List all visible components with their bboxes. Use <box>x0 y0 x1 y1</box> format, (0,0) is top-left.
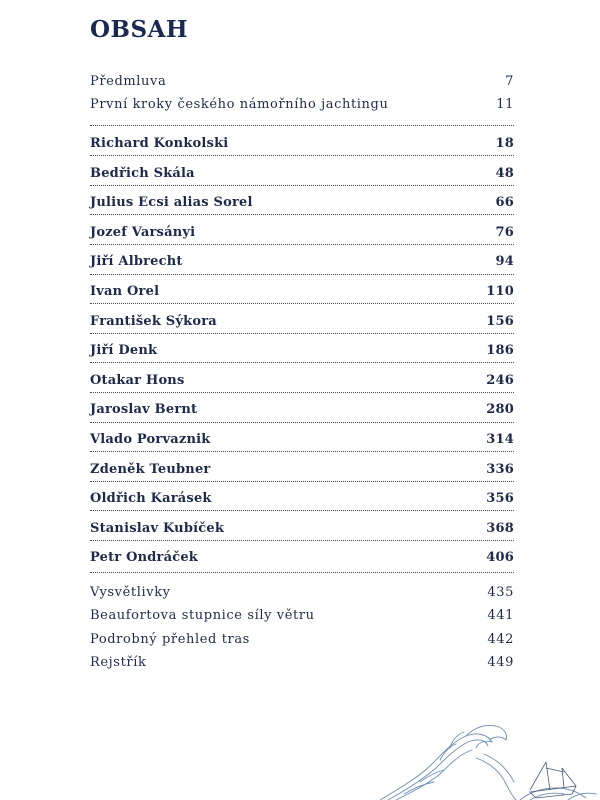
toc-entry-title: Otakar Hons <box>90 372 185 388</box>
dotted-divider <box>90 392 514 393</box>
dotted-divider <box>90 422 514 423</box>
toc-entry[interactable] <box>90 193 514 223</box>
toc-entry[interactable] <box>90 489 514 519</box>
toc-entry[interactable] <box>90 341 514 371</box>
dotted-divider <box>90 451 514 452</box>
toc-entry[interactable] <box>90 585 514 608</box>
toc-entry[interactable] <box>90 371 514 401</box>
dotted-divider <box>90 125 514 126</box>
toc-entry[interactable] <box>90 97 514 120</box>
toc-entry-page: 156 <box>486 313 514 329</box>
ship-icon <box>530 762 576 798</box>
toc-entry-title: Beaufortova stupnice síly větru <box>90 608 315 624</box>
toc-entry[interactable] <box>90 430 514 460</box>
toc-entry-page: 110 <box>486 283 514 299</box>
dotted-divider <box>90 274 514 275</box>
toc-entry-title: Ivan Orel <box>90 283 160 299</box>
dotted-divider <box>90 572 514 573</box>
toc-entry[interactable] <box>90 164 514 194</box>
toc-entry-title: Jiří Albrecht <box>90 254 183 270</box>
dotted-divider <box>90 540 514 541</box>
toc-entry-title: Podrobný přehled tras <box>90 631 250 647</box>
toc-entry-title: První kroky českého námořního jachtingu <box>90 97 389 112</box>
toc-entry-page: 18 <box>495 136 514 151</box>
toc-entry-page: 76 <box>495 224 514 240</box>
toc-entry-page: 11 <box>496 97 514 112</box>
toc-entry[interactable] <box>90 519 514 549</box>
toc-entry-title: Jiří Denk <box>90 343 158 359</box>
toc-entry[interactable] <box>90 223 514 253</box>
toc-entry-page: 66 <box>495 195 514 211</box>
toc-entry-page: 356 <box>486 491 514 507</box>
toc-entry[interactable] <box>90 282 514 312</box>
toc-entry[interactable] <box>90 632 514 655</box>
wave-icon <box>380 725 596 800</box>
dotted-divider <box>90 481 514 482</box>
toc-entry-title: František Sýkora <box>90 313 217 329</box>
dotted-divider <box>90 303 514 304</box>
toc-entry[interactable] <box>90 655 514 678</box>
toc-entry-page: 442 <box>487 631 514 647</box>
toc-entry[interactable] <box>90 74 514 97</box>
toc-entry-title: Stanislav Kubíček <box>90 520 225 536</box>
toc-entry-page: 94 <box>495 254 514 270</box>
toc-entry-title: Rejstřík <box>90 655 147 671</box>
toc-entry[interactable] <box>90 608 514 631</box>
toc-entry-page: 336 <box>486 461 514 477</box>
page-title: OBSAH <box>90 16 189 43</box>
toc-entry-title: Jaroslav Bernt <box>90 402 198 418</box>
toc-entry[interactable] <box>90 460 514 490</box>
toc-entry-page: 406 <box>486 550 514 566</box>
dotted-divider <box>90 333 514 334</box>
toc-entry-title: Jozef Varsányi <box>90 224 196 240</box>
back-matter-list <box>90 585 514 679</box>
toc-entry[interactable] <box>90 312 514 342</box>
toc-entry-page: 186 <box>486 343 514 359</box>
toc-entry-title: Zdeněk Teubner <box>90 461 211 477</box>
toc-entry-page: 280 <box>486 402 514 418</box>
dotted-divider <box>90 244 514 245</box>
toc-entry-page: 441 <box>487 608 514 624</box>
toc-entry-title: Oldřich Karásek <box>90 491 212 507</box>
dotted-divider <box>90 362 514 363</box>
toc-entry-title: Vlado Porvaznik <box>90 431 211 447</box>
toc-entry[interactable] <box>90 548 514 578</box>
toc-entry-page: 246 <box>486 372 514 388</box>
toc-entry-page: 368 <box>486 520 514 536</box>
toc-entry-title: Richard Konkolski <box>90 136 229 151</box>
toc-entry-page: 314 <box>486 431 514 447</box>
toc-entry-title: Předmluva <box>90 74 167 89</box>
toc-entry-page: 435 <box>487 585 514 600</box>
toc-entry-title: Vysvětlivky <box>90 585 171 600</box>
toc-entry-page: 7 <box>505 74 514 89</box>
toc-entry-page: 449 <box>487 655 514 671</box>
toc-entry[interactable] <box>90 134 514 164</box>
toc-entry-title: Julius Ecsi alias Sorel <box>90 195 253 211</box>
front-matter-list <box>90 74 514 120</box>
toc-entry-title: Petr Ondráček <box>90 550 199 566</box>
dotted-divider <box>90 214 514 215</box>
toc-entry-title: Bedřich Skála <box>90 165 195 181</box>
chapter-list <box>90 134 514 578</box>
toc-entry[interactable] <box>90 400 514 430</box>
wave-ship-illustration <box>380 718 600 800</box>
toc-entry-page: 48 <box>495 165 514 181</box>
dotted-divider <box>90 510 514 511</box>
dotted-divider <box>90 155 514 156</box>
toc-entry[interactable] <box>90 252 514 282</box>
dotted-divider <box>90 185 514 186</box>
